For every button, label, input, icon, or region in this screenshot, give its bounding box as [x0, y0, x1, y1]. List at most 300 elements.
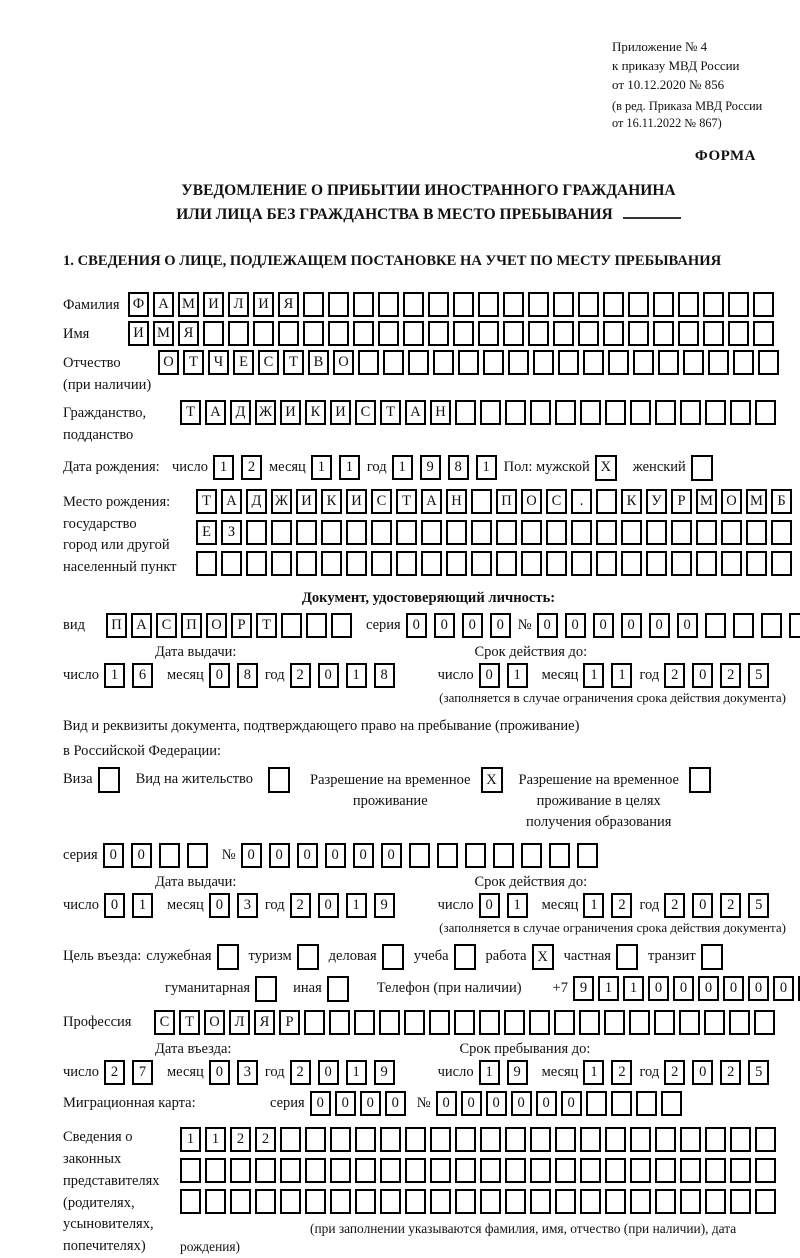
citizenship-cell[interactable] — [530, 400, 551, 425]
representative-cell[interactable] — [605, 1158, 626, 1183]
representative-cell[interactable] — [455, 1189, 476, 1214]
representative-cell[interactable] — [730, 1158, 751, 1183]
birthplace-cell[interactable] — [746, 551, 767, 576]
resdoc-number-cell[interactable] — [521, 843, 542, 868]
entry-year-cell[interactable]: 1 — [346, 1060, 367, 1085]
profession-cell[interactable]: Л — [229, 1010, 250, 1035]
name-cell[interactable] — [278, 321, 299, 346]
patronymic-cell[interactable] — [483, 350, 504, 375]
profession-cell[interactable] — [429, 1010, 450, 1035]
surname-cell[interactable] — [328, 292, 349, 317]
birthplace-cell[interactable] — [396, 551, 417, 576]
doc-seriya-cell[interactable]: 0 — [490, 613, 511, 638]
birthplace-cell[interactable] — [771, 520, 792, 545]
name-cell[interactable] — [603, 321, 624, 346]
doc-type-cell[interactable]: О — [206, 613, 227, 638]
doc-seriya-cell[interactable]: 0 — [406, 613, 427, 638]
passport-expiry-day-cell[interactable]: 0 — [479, 663, 500, 688]
citizenship-cell[interactable] — [655, 400, 676, 425]
representative-cell[interactable] — [430, 1127, 451, 1152]
representative-cell[interactable] — [380, 1127, 401, 1152]
visa-checkbox[interactable] — [98, 767, 120, 793]
stay-year-cell[interactable]: 2 — [720, 1060, 741, 1085]
representative-cell[interactable] — [530, 1158, 551, 1183]
surname-cell[interactable] — [303, 292, 324, 317]
profession-cell[interactable] — [704, 1010, 725, 1035]
patronymic-cell[interactable] — [558, 350, 579, 375]
doc-number-cell[interactable] — [705, 613, 726, 638]
profession-cell[interactable]: Т — [179, 1010, 200, 1035]
birthplace-cell[interactable] — [346, 520, 367, 545]
migcard-number-cell[interactable]: 0 — [536, 1091, 557, 1116]
patronymic-cell[interactable]: О — [158, 350, 179, 375]
birthplace-cell[interactable] — [321, 551, 342, 576]
patronymic-cell[interactable] — [533, 350, 554, 375]
representative-cell[interactable] — [580, 1158, 601, 1183]
doc-type-cell[interactable]: Т — [256, 613, 277, 638]
citizenship-cell[interactable]: И — [330, 400, 351, 425]
birthplace-cell[interactable] — [771, 551, 792, 576]
birthplace-cell[interactable] — [496, 520, 517, 545]
name-cell[interactable] — [303, 321, 324, 346]
resdoc-expiry-day-cell[interactable]: 1 — [507, 893, 528, 918]
citizenship-cell[interactable]: А — [405, 400, 426, 425]
doc-type-cell[interactable]: А — [131, 613, 152, 638]
representative-cell[interactable] — [655, 1189, 676, 1214]
name-cell[interactable] — [203, 321, 224, 346]
phone-cell[interactable]: 0 — [723, 976, 744, 1001]
surname-cell[interactable] — [528, 292, 549, 317]
surname-cell[interactable] — [578, 292, 599, 317]
resdoc-number-cell[interactable]: 0 — [353, 843, 374, 868]
entry-month-cell[interactable]: 0 — [209, 1060, 230, 1085]
passport-expiry-month-cell[interactable]: 1 — [611, 663, 632, 688]
profession-cell[interactable] — [354, 1010, 375, 1035]
profession-cell[interactable] — [329, 1010, 350, 1035]
representative-cell[interactable] — [355, 1158, 376, 1183]
name-cell[interactable] — [703, 321, 724, 346]
migcard-number-cell[interactable]: 0 — [511, 1091, 532, 1116]
birth-year-cell[interactable]: 1 — [476, 455, 497, 480]
doc-number-cell[interactable]: 0 — [677, 613, 698, 638]
surname-cell[interactable] — [428, 292, 449, 317]
citizenship-cell[interactable]: Н — [430, 400, 451, 425]
patronymic-cell[interactable] — [383, 350, 404, 375]
resdoc-expiry-year-cell[interactable]: 0 — [692, 893, 713, 918]
birthplace-cell[interactable]: У — [646, 489, 667, 514]
surname-cell[interactable] — [603, 292, 624, 317]
doc-number-cell[interactable]: 0 — [537, 613, 558, 638]
birthplace-cell[interactable]: Ж — [271, 489, 292, 514]
resdoc-issue-day-cell[interactable]: 1 — [132, 893, 153, 918]
passport-issue-year-cell[interactable]: 8 — [374, 663, 395, 688]
resdoc-number-cell[interactable] — [577, 843, 598, 868]
purpose-commercial-checkbox[interactable] — [382, 944, 404, 970]
doc-type-cell[interactable]: Р — [231, 613, 252, 638]
birthplace-cell[interactable]: О — [521, 489, 542, 514]
profession-cell[interactable] — [604, 1010, 625, 1035]
birthplace-cell[interactable] — [596, 551, 617, 576]
passport-issue-month-cell[interactable]: 0 — [209, 663, 230, 688]
passport-expiry-day-cell[interactable]: 1 — [507, 663, 528, 688]
surname-cell[interactable] — [403, 292, 424, 317]
resdoc-number-cell[interactable] — [409, 843, 430, 868]
birth-month-cell[interactable]: 1 — [311, 455, 332, 480]
birthplace-cell[interactable] — [421, 520, 442, 545]
representative-cell[interactable] — [630, 1158, 651, 1183]
citizenship-cell[interactable] — [630, 400, 651, 425]
citizenship-cell[interactable]: С — [355, 400, 376, 425]
citizenship-cell[interactable]: Т — [180, 400, 201, 425]
entry-year-cell[interactable]: 9 — [374, 1060, 395, 1085]
representative-cell[interactable] — [280, 1189, 301, 1214]
representative-cell[interactable] — [705, 1158, 726, 1183]
surname-cell[interactable] — [378, 292, 399, 317]
purpose-business-checkbox[interactable] — [217, 944, 239, 970]
patronymic-cell[interactable]: О — [333, 350, 354, 375]
birthplace-cell[interactable]: А — [421, 489, 442, 514]
representative-cell[interactable] — [305, 1158, 326, 1183]
citizenship-cell[interactable] — [605, 400, 626, 425]
doc-number-cell[interactable] — [789, 613, 800, 638]
resdoc-seriya-cell[interactable]: 0 — [103, 843, 124, 868]
birthplace-cell[interactable] — [671, 520, 692, 545]
representative-cell[interactable] — [530, 1127, 551, 1152]
birth-day-cell[interactable]: 1 — [213, 455, 234, 480]
birthplace-cell[interactable]: М — [696, 489, 717, 514]
resdoc-expiry-month-cell[interactable]: 1 — [583, 893, 604, 918]
patronymic-cell[interactable] — [458, 350, 479, 375]
representative-cell[interactable] — [480, 1127, 501, 1152]
migcard-number-cell[interactable] — [586, 1091, 607, 1116]
name-cell[interactable]: Я — [178, 321, 199, 346]
surname-cell[interactable] — [753, 292, 774, 317]
surname-cell[interactable] — [353, 292, 374, 317]
birthplace-cell[interactable] — [621, 520, 642, 545]
temp-residence-education-checkbox[interactable] — [689, 767, 711, 793]
resdoc-seriya-cell[interactable] — [159, 843, 180, 868]
profession-cell[interactable] — [729, 1010, 750, 1035]
profession-cell[interactable] — [679, 1010, 700, 1035]
patronymic-cell[interactable] — [758, 350, 779, 375]
resdoc-issue-month-cell[interactable]: 0 — [209, 893, 230, 918]
profession-cell[interactable] — [404, 1010, 425, 1035]
birthplace-cell[interactable] — [496, 551, 517, 576]
migcard-seriya-cell[interactable]: 0 — [360, 1091, 381, 1116]
birthplace-cell[interactable] — [321, 520, 342, 545]
stay-day-cell[interactable]: 1 — [479, 1060, 500, 1085]
resdoc-issue-year-cell[interactable]: 2 — [290, 893, 311, 918]
passport-issue-month-cell[interactable]: 8 — [237, 663, 258, 688]
representative-cell[interactable] — [555, 1189, 576, 1214]
birthplace-cell[interactable] — [596, 489, 617, 514]
birthplace-cell[interactable]: Б — [771, 489, 792, 514]
doc-type-cell[interactable] — [281, 613, 302, 638]
patronymic-cell[interactable]: Т — [183, 350, 204, 375]
birth-day-cell[interactable]: 2 — [241, 455, 262, 480]
name-cell[interactable] — [678, 321, 699, 346]
birthplace-cell[interactable]: О — [721, 489, 742, 514]
birthplace-cell[interactable]: С — [546, 489, 567, 514]
phone-cell[interactable]: 9 — [573, 976, 594, 1001]
representative-cell[interactable] — [530, 1189, 551, 1214]
birthplace-cell[interactable] — [671, 551, 692, 576]
purpose-humanitarian-checkbox[interactable] — [255, 976, 277, 1002]
doc-type-cell[interactable] — [306, 613, 327, 638]
citizenship-cell[interactable]: И — [280, 400, 301, 425]
birthplace-cell[interactable]: Н — [446, 489, 467, 514]
representative-cell[interactable] — [505, 1127, 526, 1152]
representative-cell[interactable] — [655, 1127, 676, 1152]
name-cell[interactable] — [653, 321, 674, 346]
migcard-seriya-cell[interactable]: 0 — [335, 1091, 356, 1116]
surname-cell[interactable]: М — [178, 292, 199, 317]
doc-number-cell[interactable]: 0 — [621, 613, 642, 638]
patronymic-cell[interactable] — [733, 350, 754, 375]
entry-year-cell[interactable]: 0 — [318, 1060, 339, 1085]
citizenship-cell[interactable]: Д — [230, 400, 251, 425]
representative-cell[interactable] — [655, 1158, 676, 1183]
birth-year-cell[interactable]: 9 — [420, 455, 441, 480]
patronymic-cell[interactable] — [708, 350, 729, 375]
representative-cell[interactable] — [430, 1158, 451, 1183]
doc-number-cell[interactable] — [761, 613, 782, 638]
patronymic-cell[interactable] — [608, 350, 629, 375]
citizenship-cell[interactable]: А — [205, 400, 226, 425]
profession-cell[interactable] — [504, 1010, 525, 1035]
passport-issue-year-cell[interactable]: 2 — [290, 663, 311, 688]
doc-type-cell[interactable] — [331, 613, 352, 638]
name-cell[interactable] — [753, 321, 774, 346]
representative-cell[interactable] — [555, 1127, 576, 1152]
citizenship-cell[interactable] — [455, 400, 476, 425]
passport-expiry-year-cell[interactable]: 5 — [748, 663, 769, 688]
citizenship-cell[interactable] — [680, 400, 701, 425]
purpose-work-checkbox[interactable]: X — [532, 944, 554, 970]
patronymic-cell[interactable] — [508, 350, 529, 375]
birthplace-cell[interactable] — [546, 520, 567, 545]
stay-year-cell[interactable]: 5 — [748, 1060, 769, 1085]
representative-cell[interactable] — [630, 1189, 651, 1214]
surname-cell[interactable] — [453, 292, 474, 317]
migcard-number-cell[interactable] — [636, 1091, 657, 1116]
birthplace-cell[interactable] — [296, 520, 317, 545]
birthplace-cell[interactable] — [471, 489, 492, 514]
representative-cell[interactable] — [230, 1189, 251, 1214]
name-cell[interactable] — [378, 321, 399, 346]
patronymic-cell[interactable]: В — [308, 350, 329, 375]
birthplace-cell[interactable] — [371, 551, 392, 576]
profession-cell[interactable]: Р — [279, 1010, 300, 1035]
name-cell[interactable] — [728, 321, 749, 346]
sex-female-checkbox[interactable] — [691, 455, 713, 481]
citizenship-cell[interactable] — [730, 400, 751, 425]
patronymic-cell[interactable] — [633, 350, 654, 375]
representative-cell[interactable] — [705, 1189, 726, 1214]
citizenship-cell[interactable] — [580, 400, 601, 425]
representative-cell[interactable] — [330, 1158, 351, 1183]
profession-cell[interactable] — [554, 1010, 575, 1035]
birthplace-cell[interactable] — [296, 551, 317, 576]
birthplace-cell[interactable]: П — [496, 489, 517, 514]
representative-cell[interactable] — [580, 1189, 601, 1214]
surname-cell[interactable] — [628, 292, 649, 317]
surname-cell[interactable]: Л — [228, 292, 249, 317]
representative-cell[interactable] — [680, 1127, 701, 1152]
representative-cell[interactable] — [755, 1127, 776, 1152]
representative-cell[interactable] — [480, 1158, 501, 1183]
doc-number-cell[interactable] — [733, 613, 754, 638]
name-cell[interactable] — [403, 321, 424, 346]
representative-cell[interactable] — [380, 1158, 401, 1183]
purpose-study-checkbox[interactable] — [454, 944, 476, 970]
birthplace-cell[interactable]: И — [346, 489, 367, 514]
birthplace-cell[interactable] — [471, 520, 492, 545]
entry-year-cell[interactable]: 2 — [290, 1060, 311, 1085]
migcard-number-cell[interactable]: 0 — [561, 1091, 582, 1116]
representative-cell[interactable] — [280, 1127, 301, 1152]
representative-cell[interactable] — [755, 1189, 776, 1214]
representative-cell[interactable] — [205, 1158, 226, 1183]
representative-cell[interactable] — [730, 1189, 751, 1214]
patronymic-cell[interactable]: Т — [283, 350, 304, 375]
patronymic-cell[interactable]: С — [258, 350, 279, 375]
profession-cell[interactable] — [304, 1010, 325, 1035]
birthplace-cell[interactable] — [746, 520, 767, 545]
passport-issue-day-cell[interactable]: 6 — [132, 663, 153, 688]
patronymic-cell[interactable] — [408, 350, 429, 375]
resdoc-number-cell[interactable] — [437, 843, 458, 868]
birthplace-cell[interactable] — [246, 551, 267, 576]
passport-expiry-month-cell[interactable]: 1 — [583, 663, 604, 688]
profession-cell[interactable] — [579, 1010, 600, 1035]
patronymic-cell[interactable] — [583, 350, 604, 375]
phone-cell[interactable]: 0 — [673, 976, 694, 1001]
birth-year-cell[interactable]: 8 — [448, 455, 469, 480]
surname-cell[interactable] — [678, 292, 699, 317]
name-cell[interactable] — [328, 321, 349, 346]
citizenship-cell[interactable]: Т — [380, 400, 401, 425]
birthplace-cell[interactable] — [721, 551, 742, 576]
birthplace-cell[interactable] — [271, 520, 292, 545]
stay-month-cell[interactable]: 2 — [611, 1060, 632, 1085]
purpose-private-checkbox[interactable] — [616, 944, 638, 970]
passport-expiry-year-cell[interactable]: 0 — [692, 663, 713, 688]
citizenship-cell[interactable] — [755, 400, 776, 425]
resdoc-expiry-year-cell[interactable]: 5 — [748, 893, 769, 918]
entry-day-cell[interactable]: 2 — [104, 1060, 125, 1085]
representative-cell[interactable] — [630, 1127, 651, 1152]
surname-cell[interactable]: И — [253, 292, 274, 317]
birthplace-cell[interactable] — [571, 520, 592, 545]
representative-cell[interactable]: 1 — [205, 1127, 226, 1152]
birthplace-cell[interactable]: И — [296, 489, 317, 514]
representative-cell[interactable] — [730, 1127, 751, 1152]
representative-cell[interactable] — [230, 1158, 251, 1183]
birthplace-cell[interactable]: К — [321, 489, 342, 514]
resdoc-expiry-day-cell[interactable]: 0 — [479, 893, 500, 918]
surname-cell[interactable]: Я — [278, 292, 299, 317]
birthplace-cell[interactable] — [721, 520, 742, 545]
surname-cell[interactable] — [728, 292, 749, 317]
temp-residence-checkbox[interactable]: X — [481, 767, 503, 793]
residence-permit-checkbox[interactable] — [268, 767, 290, 793]
patronymic-cell[interactable]: Е — [233, 350, 254, 375]
representative-cell[interactable]: 2 — [230, 1127, 251, 1152]
birthplace-cell[interactable]: Т — [396, 489, 417, 514]
birthplace-cell[interactable] — [346, 551, 367, 576]
name-cell[interactable] — [253, 321, 274, 346]
patronymic-cell[interactable] — [358, 350, 379, 375]
passport-issue-year-cell[interactable]: 1 — [346, 663, 367, 688]
phone-cell[interactable]: 0 — [698, 976, 719, 1001]
purpose-other-checkbox[interactable] — [327, 976, 349, 1002]
representative-cell[interactable] — [455, 1158, 476, 1183]
purpose-transit-checkbox[interactable] — [701, 944, 723, 970]
doc-seriya-cell[interactable]: 0 — [434, 613, 455, 638]
phone-cell[interactable]: 1 — [598, 976, 619, 1001]
profession-cell[interactable] — [454, 1010, 475, 1035]
passport-issue-day-cell[interactable]: 1 — [104, 663, 125, 688]
entry-day-cell[interactable]: 7 — [132, 1060, 153, 1085]
citizenship-cell[interactable] — [505, 400, 526, 425]
birthplace-cell[interactable] — [546, 551, 567, 576]
citizenship-cell[interactable] — [480, 400, 501, 425]
resdoc-number-cell[interactable] — [465, 843, 486, 868]
citizenship-cell[interactable]: К — [305, 400, 326, 425]
migcard-number-cell[interactable]: 0 — [486, 1091, 507, 1116]
birthplace-cell[interactable] — [696, 551, 717, 576]
profession-cell[interactable] — [529, 1010, 550, 1035]
resdoc-seriya-cell[interactable]: 0 — [131, 843, 152, 868]
surname-cell[interactable] — [503, 292, 524, 317]
resdoc-expiry-year-cell[interactable]: 2 — [664, 893, 685, 918]
representative-cell[interactable] — [355, 1189, 376, 1214]
patronymic-cell[interactable] — [658, 350, 679, 375]
name-cell[interactable] — [428, 321, 449, 346]
surname-cell[interactable]: Ф — [128, 292, 149, 317]
doc-number-cell[interactable]: 0 — [649, 613, 670, 638]
name-cell[interactable] — [503, 321, 524, 346]
birthplace-cell[interactable]: К — [621, 489, 642, 514]
resdoc-issue-year-cell[interactable]: 0 — [318, 893, 339, 918]
representative-cell[interactable]: 1 — [180, 1127, 201, 1152]
name-cell[interactable]: И — [128, 321, 149, 346]
patronymic-cell[interactable]: Ч — [208, 350, 229, 375]
resdoc-number-cell[interactable]: 0 — [241, 843, 262, 868]
surname-cell[interactable] — [478, 292, 499, 317]
name-cell[interactable] — [353, 321, 374, 346]
migcard-seriya-cell[interactable]: 0 — [310, 1091, 331, 1116]
representative-cell[interactable] — [505, 1189, 526, 1214]
representative-cell[interactable] — [605, 1127, 626, 1152]
birthplace-cell[interactable] — [421, 551, 442, 576]
phone-cell[interactable]: 0 — [773, 976, 794, 1001]
representative-cell[interactable] — [705, 1127, 726, 1152]
birthplace-cell[interactable] — [521, 551, 542, 576]
birthplace-cell[interactable]: Р — [671, 489, 692, 514]
stay-year-cell[interactable]: 2 — [664, 1060, 685, 1085]
surname-cell[interactable] — [703, 292, 724, 317]
name-cell[interactable] — [578, 321, 599, 346]
birthplace-cell[interactable]: Т — [196, 489, 217, 514]
representative-cell[interactable] — [255, 1158, 276, 1183]
passport-expiry-year-cell[interactable]: 2 — [664, 663, 685, 688]
surname-cell[interactable]: И — [203, 292, 224, 317]
surname-cell[interactable] — [553, 292, 574, 317]
birthplace-cell[interactable]: С — [371, 489, 392, 514]
representative-cell[interactable] — [430, 1189, 451, 1214]
